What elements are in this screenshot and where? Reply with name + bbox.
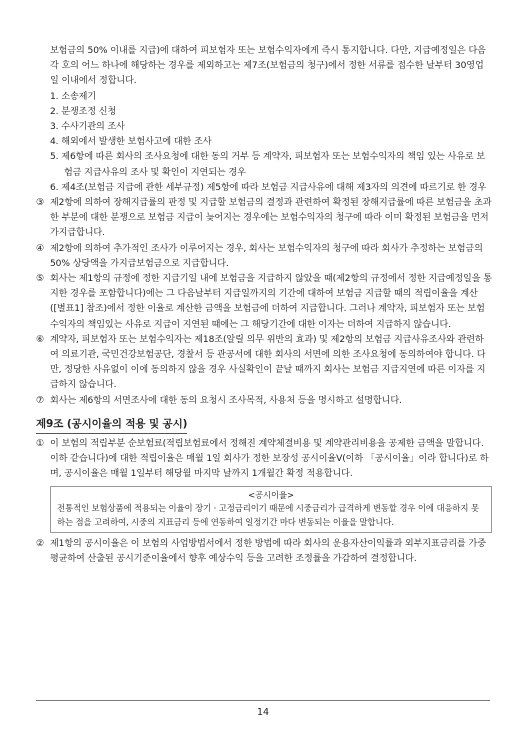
article-9-paragraph-2 xyxy=(36,537,492,567)
definition-box xyxy=(50,486,492,534)
paragraph-number: ② xyxy=(36,539,45,550)
paragraph-3 xyxy=(36,196,492,242)
article-9-title: 제9조 (공시이율의 적용 및 공시) xyxy=(36,417,187,434)
paragraph-text: 이 보험의 적립부분 순보험료(적립보험료에서 정해진 계약체결비용 및 계약관리비용을 공제한 금액을 말합니다. 이하 같습니다)에 대한 적립이율은 매월 1일 회사가 정한 보장성 공시이율V(이하 「공시이율」이라 합니다)로 하며, 공시이율은 매월 1일부터 해당월 마지막 날까지 1개월간 확정 적용합니다. xyxy=(50,439,489,480)
article-9-paragraph-1 xyxy=(36,437,492,483)
paragraph-text: 제1항의 공시이율은 이 보험의 사업방법서에서 정한 방법에 따라 회사의 운용자산이익률과 외부지표금리를 가중평균하여 산출된 공시기준이율에서 향후 예상수익 등을 고려한 조정률을 가감하여 결정합니다. xyxy=(50,539,486,565)
list-item: 2. 분쟁조정 신청 xyxy=(50,106,117,117)
paragraph-text: 회사는 제6항의 서면조사에 대한 동의 요청시 조사목적, 사용처 등을 명시하고 설명합니다. xyxy=(50,395,402,406)
list-item: 4. 해외에서 발생한 보험사고에 대한 조사 xyxy=(50,137,212,148)
paragraph-text: 계약자, 피보험자 또는 보험수익자는 제18조(알릴 의무 위반의 효과) 및 제2항의 보험금 지급사유조사와 관련하여 의료기관, 국민건강보험공단, 경찰서 등 관공서에 대한 회사의 서면에 의한 조사요청에 동의하여야 합니다. 다만, 정당한 사유없이 이에 동의하지 않을 경우 사실확인이 끝날 때까지 회사는 보험금 지급지연에 따른 이자를 지급하지 않습니다. xyxy=(50,334,486,391)
paragraph-7 xyxy=(36,394,492,409)
paragraph-text: 제2항에 의하여 추가적인 조사가 이루어지는 경우, 회사는 보험수익자의 청구에 따라 회사가 추정하는 보험금의 50% 상당액을 가지급보험금으로 지급합니다. xyxy=(50,243,483,269)
paragraph-number: ③ xyxy=(36,198,45,209)
paragraph-number: ⑥ xyxy=(36,334,45,345)
definition-text: 전통적인 보험상품에 적용되는 이율이 장기 · 고정금리이기 때문에 시중금리가 급격하게 변동할 경우 이에 대응하지 못하는 점을 고려하여, 시중의 지표금리 등에 연동하여 일정기간 마다 변동되는 이율을 말합니다. xyxy=(57,503,479,527)
paragraph-6 xyxy=(36,333,492,394)
list-item: 3. 수사기관의 조사 xyxy=(50,122,125,133)
paragraph-4 xyxy=(36,242,492,272)
exception-list xyxy=(36,90,492,196)
list-item: 1. 소송제기 xyxy=(50,91,97,102)
footer-rule xyxy=(36,700,490,701)
paragraph-5 xyxy=(36,272,492,333)
paragraph-text: 제2항에 의하여 장해지급률의 판정 및 지급할 보험금의 결정과 관련하여 확정된 장해지급률에 따른 보험금을 초과한 부분에 대한 분쟁으로 보험금 지급이 늦어지는 경우에는 보험수익자의 청구에 따라 이미 확정된 보험금을 먼저 가지급합니다. xyxy=(50,198,492,239)
paragraph-number: ⑤ xyxy=(36,274,45,285)
definition-title: <공시이율> xyxy=(248,489,294,500)
paragraph-number: ① xyxy=(36,439,45,450)
paragraph-text: 회사는 제1항의 규정에 정한 지급기일 내에 보험금을 지급하지 않았을 때(제2항의 규정에서 정한 지급예정일을 통지한 경우를 포함합니다)에는 그 다음날부터 지급일까지의 기간에 대하여 보험금 지급할 때의 적립이율을 계산([별표1] 참조)에서 정한 이율로 계산한 금액을 보험금에 더하여 지급합니다. 그러나 계약자, 피보험자 또는 보험수익자의 책임있는 사유로 지급이 지연된 때에는 그 해당기간에 대한 이자는 더하여 지급하지 않습니다. xyxy=(50,274,492,330)
list-item: 6. 제4조(보험금 지급에 관한 세부규정) 제5항에 따라 보험금 지급사유에 대해 제3자의 의견에 따르기로 한 경우 xyxy=(50,182,487,193)
document-body xyxy=(36,44,492,568)
intro-paragraph: 보험금의 50% 이내를 지급)에 대하여 피보험자 또는 보험수익자에게 즉시 통지합니다. 다만, 지급예정일은 다음 각 호의 어느 하나에 해당하는 경우를 제외하고는 제7조(보험금의 청구)에서 정한 서류를 접수한 날부터 30영업일 이내에서 정합니다. xyxy=(50,46,486,87)
page-number: 14 xyxy=(256,707,270,718)
paragraph-number: ④ xyxy=(36,243,45,254)
paragraph-number: ⑦ xyxy=(36,395,45,406)
list-item: 5. 제6항에 따른 회사의 조사요청에 대한 동의 거부 등 계약자, 피보험자 또는 보험수익자의 책임 있는 사유로 보험금 지급사유의 조사 및 확인이 지연되는 경우 xyxy=(50,152,486,178)
